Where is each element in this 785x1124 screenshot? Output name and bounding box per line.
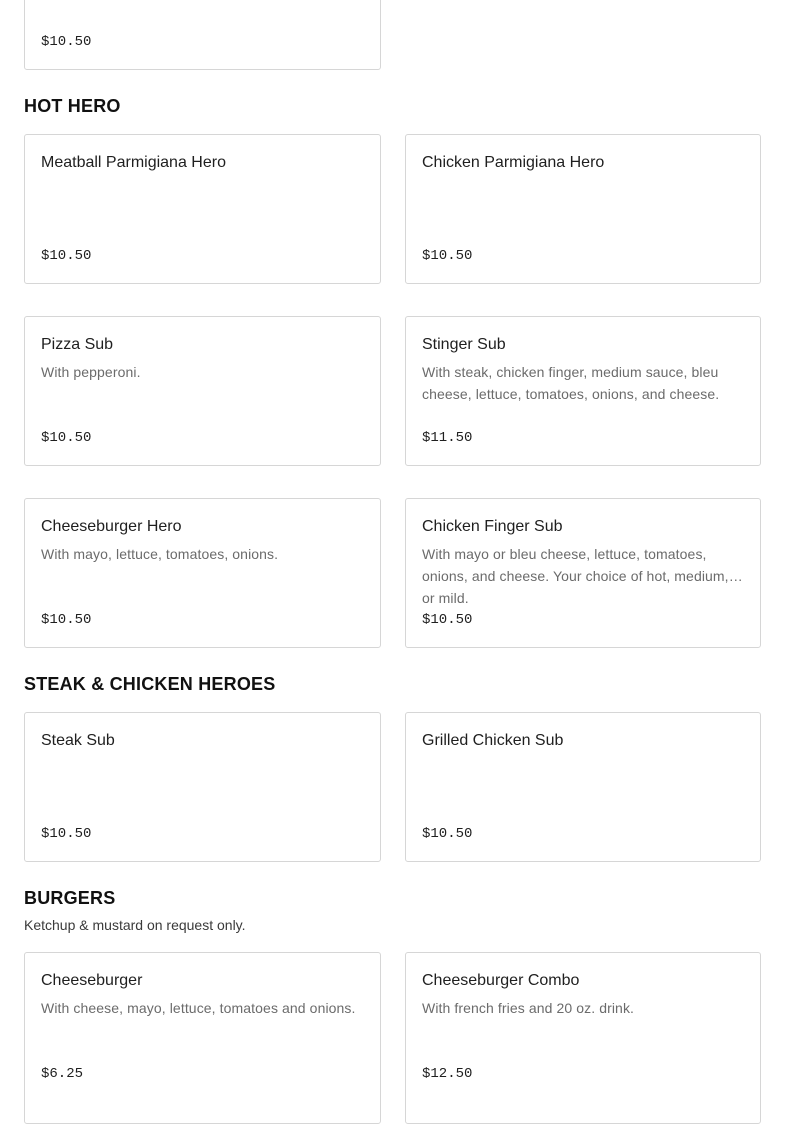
menu-item-card[interactable] — [24, 498, 381, 648]
item-description: With french fries and 20 oz. drink. — [422, 1000, 635, 1016]
item-price: $10.50 — [41, 248, 92, 264]
item-name: Chicken Parmigiana Hero — [422, 154, 605, 171]
item-price: $6.25 — [41, 1066, 84, 1082]
item-name: Cheeseburger — [41, 972, 143, 989]
item-description: With pepperoni. — [41, 364, 141, 380]
item-name: Cheeseburger Combo — [422, 972, 580, 989]
item-price: $10.50 — [41, 430, 92, 446]
section-title-burgers: BURGERS — [24, 888, 116, 908]
item-name: Steak Sub — [41, 732, 115, 749]
item-description: With cheese, mayo, lettuce, tomatoes and onions. — [41, 1000, 356, 1016]
item-price: $11.50 — [422, 430, 473, 446]
item-price: $10.50 — [41, 34, 92, 50]
item-price: $10.50 — [422, 826, 473, 842]
item-name: Cheeseburger Hero — [41, 518, 182, 535]
section-title-hot-hero: HOT HERO — [24, 96, 121, 116]
menu-item-card[interactable] — [24, 134, 381, 284]
menu-item-card[interactable] — [405, 952, 761, 1124]
menu-item-card[interactable] — [405, 134, 761, 284]
item-description: With mayo or bleu cheese, lettuce, tomatoes, onions, and cheese. Your choice of hot, medium, or mild. — [422, 546, 729, 606]
item-description: With steak, chicken finger, medium sauce, bleu cheese, lettuce, tomatoes, onions, and cheese. — [422, 364, 720, 402]
item-price: $10.50 — [41, 612, 92, 628]
item-name: Stinger Sub — [422, 336, 506, 353]
item-name: Chicken Finger Sub — [422, 518, 563, 535]
section-title-steak-chicken: STEAK & CHICKEN HEROES — [24, 674, 276, 694]
section-note: Ketchup & mustard on request only. — [24, 917, 246, 933]
item-price: $10.50 — [422, 612, 473, 628]
item-price: $12.50 — [422, 1066, 473, 1082]
item-description: With mayo, lettuce, tomatoes, onions. — [41, 546, 279, 562]
menu-item-card[interactable] — [24, 0, 381, 70]
menu-item-card[interactable] — [24, 316, 381, 466]
menu-item-card[interactable] — [24, 712, 381, 862]
item-name: Pizza Sub — [41, 336, 114, 353]
item-price: $10.50 — [41, 826, 92, 842]
item-name: Grilled Chicken Sub — [422, 732, 564, 749]
item-name: Meatball Parmigiana Hero — [41, 154, 226, 171]
menu-item-card[interactable] — [405, 498, 761, 648]
menu-item-card[interactable] — [24, 952, 381, 1124]
menu-item-card[interactable] — [405, 712, 761, 862]
menu-item-card[interactable] — [405, 316, 761, 466]
item-price: $10.50 — [422, 248, 473, 264]
